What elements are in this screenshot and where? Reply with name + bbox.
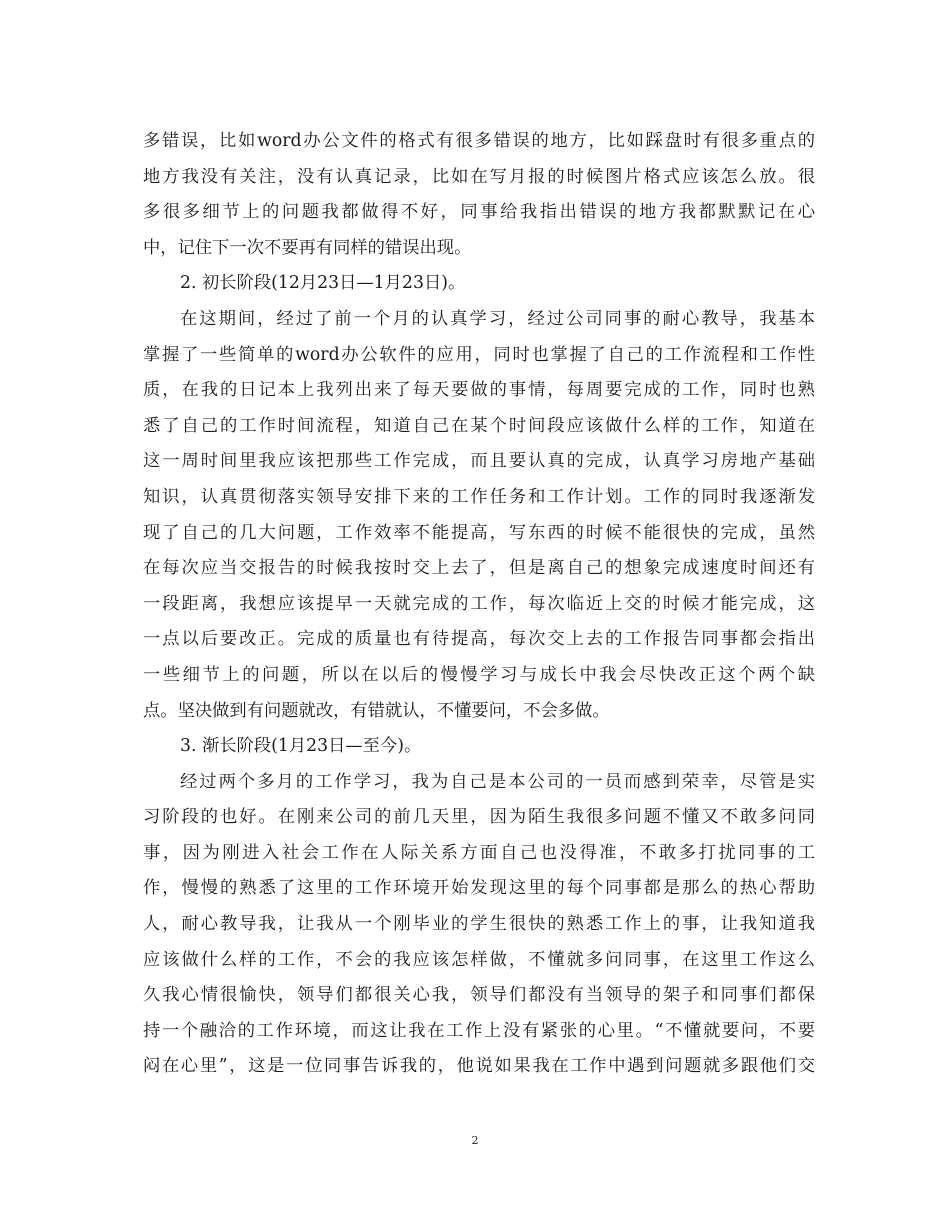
text-line: 人，耐心教导我，让我从一个刚毕业的学生很快的熟悉工作上的事，让我知道我 (143, 914, 815, 935)
text-line: 习阶段的也好。在刚来公司的前几天里，因为陌生我很多问题不懂又不敢多问同 (143, 807, 815, 828)
text-line: 作，慢慢的熟悉了这里的工作环境开始发现这里的每个同事都是那么的热心帮助 (143, 878, 815, 899)
body-text (143, 124, 815, 1085)
page-number: 2 (471, 1134, 479, 1147)
text-line: 持一个融洽的工作环境，而这让我在工作上没有紧张的心里。“不懂就要问，不要 (143, 1020, 815, 1041)
section-heading-3: 3. 渐长阶段(1月23日—至今)。 (180, 736, 422, 757)
text-line: 事，因为刚进入社会工作在人际关系方面自己也没得准，不敢多打扰同事的工 (143, 842, 815, 863)
section-heading-2: 2. 初长阶段(12月23日—1月23日)。 (180, 273, 466, 294)
text-line: 在这期间，经过了前一个月的认真学习，经过公司同事的耐心教导，我基本 (180, 308, 815, 329)
text-line: 现了自己的几大问题，工作效率不能提高，写东西的时候不能很快的完成，虽然 (143, 522, 815, 543)
text-line: 知识，认真贯彻落实领导安排下来的工作任务和工作计划。工作的同时我逐渐发 (143, 486, 815, 507)
text-line: 久我心情很愉快，领导们都很关心我，领导们都没有当领导的架子和同事们都保 (143, 985, 815, 1006)
text-line: 在每次应当交报告的时候我按时交上去了，但是离自己的想象完成速度时间还有 (143, 558, 815, 579)
text-line: 中，记住下一次不要再有同样的错误出现。 (143, 237, 472, 258)
text-line: 掌握了一些简单的word办公软件的应用，同时也掌握了自己的工作流程和工作性 (143, 344, 815, 365)
text-line: 闷在心里”，这是一位同事告诉我的，他说如果我在工作中遇到问题就多跟他们交 (143, 1056, 815, 1077)
text-line: 地方我没有关注，没有认真记录，比如在写月报的时候图片格式应该怎么放。很 (143, 166, 815, 187)
text-line: 应该做什么样的工作，不会的我应该怎样做，不懂就多问同事，在这里工作这么 (143, 949, 815, 970)
text-line: 这一周时间里我应该把那些工作完成，而且要认真的完成，认真学习房地产基础 (143, 451, 815, 472)
text-line: 经过两个多月的工作学习，我为自己是本公司的一员而感到荣幸，尽管是实 (180, 771, 815, 792)
text-line: 一点以后要改正。完成的质量也有待提高，每次交上去的工作报告同事都会指出 (143, 629, 815, 650)
text-line: 点。坚决做到有问题就改，有错就认，不懂要问，不会多做。 (143, 700, 610, 721)
text-line: 多很多细节上的问题我都做得不好，同事给我指出错误的地方我都默默记在心 (143, 202, 815, 223)
text-line: 多错误，比如word办公文件的格式有很多错误的地方，比如踩盘时有很多重点的 (143, 131, 815, 151)
text-line: 一些细节上的问题，所以在以后的慢慢学习与成长中我会尽快改正这个两个缺 (143, 664, 815, 685)
text-line: 悉了自己的工作时间流程，知道自己在某个时间段应该做什么样的工作，知道在 (143, 415, 815, 436)
text-line: 一段距离，我想应该提早一天就完成的工作，每次临近上交的时候才能完成，这 (143, 593, 815, 614)
text-line: 质，在我的日记本上我列出来了每天要做的事情，每周要完成的工作，同时也熟 (143, 380, 815, 401)
